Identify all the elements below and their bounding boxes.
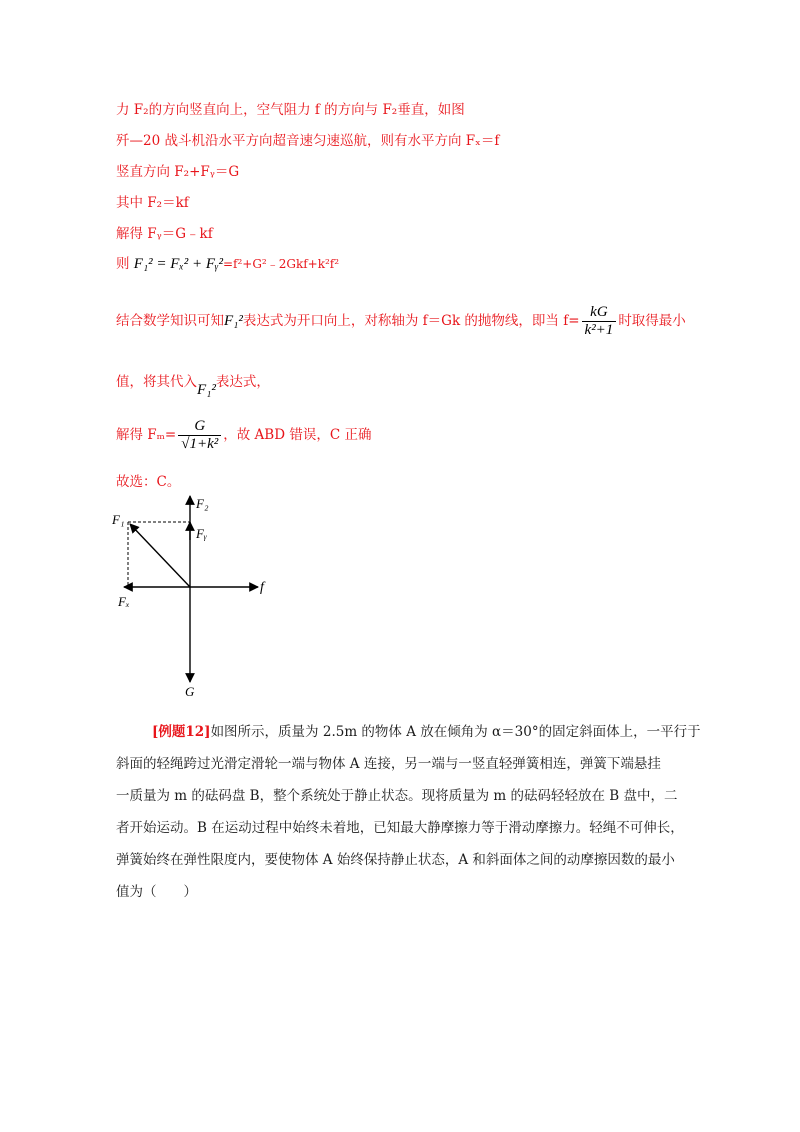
line7-mid: 表达式为开口向上，对称轴为 f＝Gk 的抛物线，即当 f=: [242, 313, 580, 329]
label-f2: F₂: [196, 496, 209, 511]
example-tag: [例题12]: [152, 724, 211, 740]
f1-arrow: [130, 524, 190, 587]
fraction-denominator: k²+1: [584, 322, 614, 338]
solution-line-8: [116, 370, 270, 398]
example-line-5: 弹簧始终在弹性限度内，要使物体 A 始终保持静止状态，A 和斜面体之间的动摩擦因数的最小: [116, 852, 675, 868]
line8-suffix: 表达式，: [215, 374, 270, 390]
label-fy: Fᵧ: [196, 526, 207, 541]
line7-prefix: 结合数学知识可知: [116, 313, 224, 329]
example-text-1: 如图所示，质量为 2.5m 的物体 A 放在倾角为 α＝30°的固定斜面体上，一平行于: [210, 724, 701, 740]
example-line-6: 值为（ ）: [116, 884, 197, 900]
force-diagram: [110, 490, 280, 705]
f1-squared-symbol-2: F₁²: [197, 382, 216, 398]
solution-line-10: 故选：C。: [116, 474, 181, 490]
solution-line-2: 歼—20 战斗机沿水平方向超音速匀速巡航，则有水平方向 Fₓ＝f: [116, 133, 500, 149]
example-12-paragraph: [116, 716, 716, 908]
line6-prefix: 则: [116, 256, 130, 272]
line9-suffix: ，故 ABD 错误，C 正确: [223, 427, 372, 443]
fraction-numerator: kG: [582, 304, 617, 322]
label-f: f: [260, 580, 264, 595]
example-line-1: [116, 716, 716, 748]
line8-prefix: 值，将其代入: [116, 374, 197, 390]
expanded-formula: =f²+G²﹣2Gkf+k²f²: [222, 257, 340, 271]
solution-line-7: [116, 304, 686, 339]
label-g: G: [185, 684, 195, 699]
example-line-2: 斜面的轻绳跨过光滑定滑轮一端与物体 A 连接，另一端与一竖直轻弹簧相连，弹簧下端悬挂: [116, 756, 661, 772]
example-line-3: 一质量为 m 的砝码盘 B，整个系统处于静止状态。现将质量为 m 的砝码轻轻放在 B 盘中，二: [116, 788, 678, 804]
label-f1: F₁: [112, 512, 125, 527]
fm-denominator: √1+k²: [181, 436, 219, 452]
solution-line-9: [116, 418, 371, 453]
force-sum-formula: F₁² = Fₓ² + Fᵧ²: [133, 256, 223, 272]
critical-f-fraction: [582, 304, 617, 339]
solution-line-5: 解得 Fᵧ＝G﹣kf: [116, 226, 213, 242]
solution-line-1: 力 F₂的方向竖直向上，空气阻力 f 的方向与 F₂垂直，如图: [116, 102, 465, 118]
label-fx: Fₓ: [118, 594, 130, 609]
fm-numerator: G: [178, 418, 221, 436]
line7-suffix: 时取得最小: [618, 313, 686, 329]
solution-line-3: 竖直方向 F₂+Fᵧ＝G: [116, 164, 240, 180]
solution-line-4: 其中 F₂＝kf: [116, 195, 189, 211]
line9-prefix: 解得 Fₘ=: [116, 427, 177, 443]
f1-squared-symbol: F₁²: [224, 313, 243, 329]
fm-fraction: [178, 418, 221, 453]
solution-line-6: [116, 252, 339, 273]
example-line-4: 者开始运动。B 在运动过程中始终未着地，已知最大静摩擦力等于滑动摩擦力。轻绳不可伸长，: [116, 820, 684, 836]
